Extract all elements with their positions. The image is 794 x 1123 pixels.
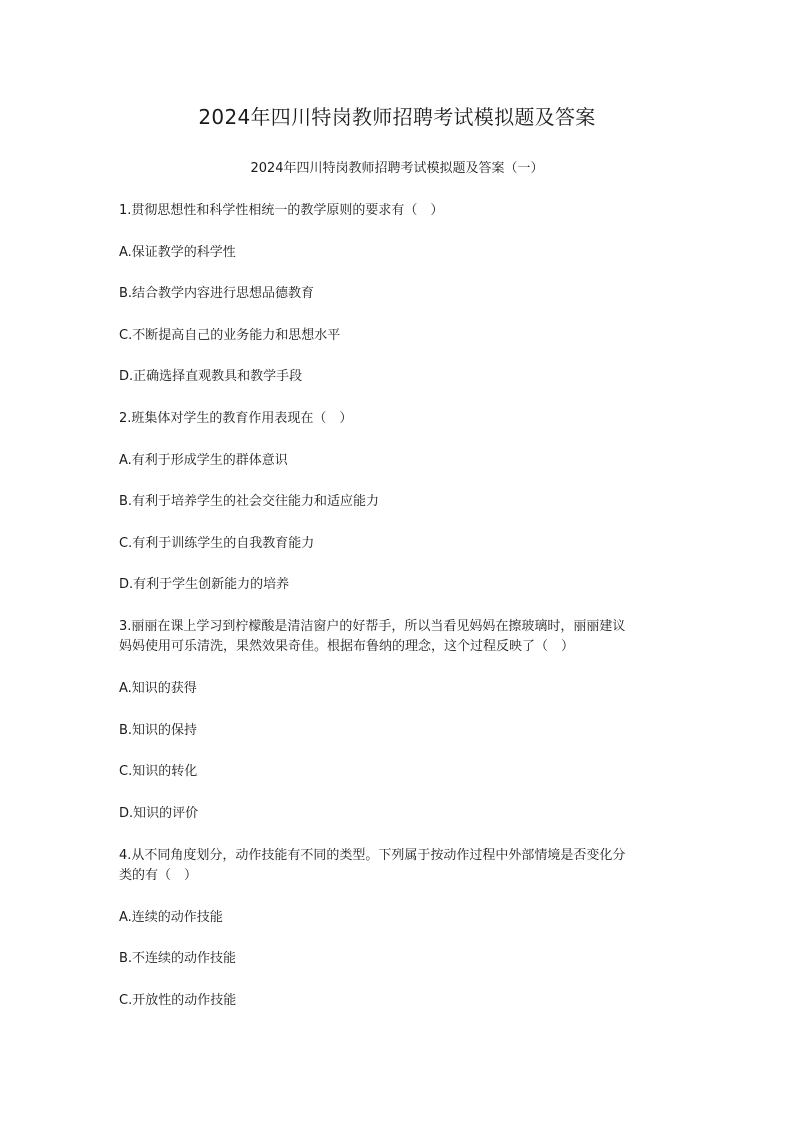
question-4-stem-line-2: 类的有（ ） bbox=[119, 868, 198, 883]
document-subtitle: 2024年四川特岗教师招聘考试模拟题及答案（一） bbox=[250, 161, 544, 176]
question-2-option-d: D.有利于学生创新能力的培养 bbox=[119, 577, 290, 592]
question-3-option-b: B.知识的保持 bbox=[119, 723, 198, 738]
question-2-option-c: C.有利于训练学生的自我教育能力 bbox=[119, 536, 315, 551]
question-3-option-c: C.知识的转化 bbox=[119, 764, 198, 779]
question-2-option-b: B.有利于培养学生的社会交往能力和适应能力 bbox=[119, 494, 380, 509]
question-4-option-a: A.连续的动作技能 bbox=[119, 910, 223, 925]
question-1-option-a: A.保证教学的科学性 bbox=[119, 245, 236, 260]
question-3-option-d: D.知识的评价 bbox=[119, 806, 199, 821]
question-4-option-c: C.开放性的动作技能 bbox=[119, 993, 237, 1008]
question-3-stem-line-2: 妈妈使用可乐清洗，果然效果奇佳。根据布鲁纳的理念，这个过程反映了（ ） bbox=[119, 639, 575, 654]
question-3-stem-line-1: 3.丽丽在课上学习到柠檬酸是清洁窗户的好帮手，所以当看见妈妈在擦玻璃时，丽丽建议 bbox=[119, 619, 626, 634]
question-1-option-c: C.不断提高自己的业务能力和思想水平 bbox=[119, 328, 341, 343]
question-4-option-b: B.不连续的动作技能 bbox=[119, 951, 237, 966]
question-1-option-d: D.正确选择直观教具和教学手段 bbox=[119, 369, 303, 384]
question-2-option-a: A.有利于形成学生的群体意识 bbox=[119, 453, 288, 468]
question-1-option-b: B.结合教学内容进行思想品德教育 bbox=[119, 286, 315, 301]
question-3-option-a: A.知识的获得 bbox=[119, 681, 197, 696]
question-2-stem: 2.班集体对学生的教育作用表现在（ ） bbox=[119, 411, 353, 426]
document-title: 2024年四川特岗教师招聘考试模拟题及答案 bbox=[198, 105, 596, 129]
question-4-stem-line-1: 4.从不同角度划分，动作技能有不同的类型。下列属于按动作过程中外部情境是否变化分 bbox=[119, 848, 626, 863]
question-1-stem: 1.贯彻思想性和科学性相统一的教学原则的要求有（ ） bbox=[119, 203, 444, 218]
